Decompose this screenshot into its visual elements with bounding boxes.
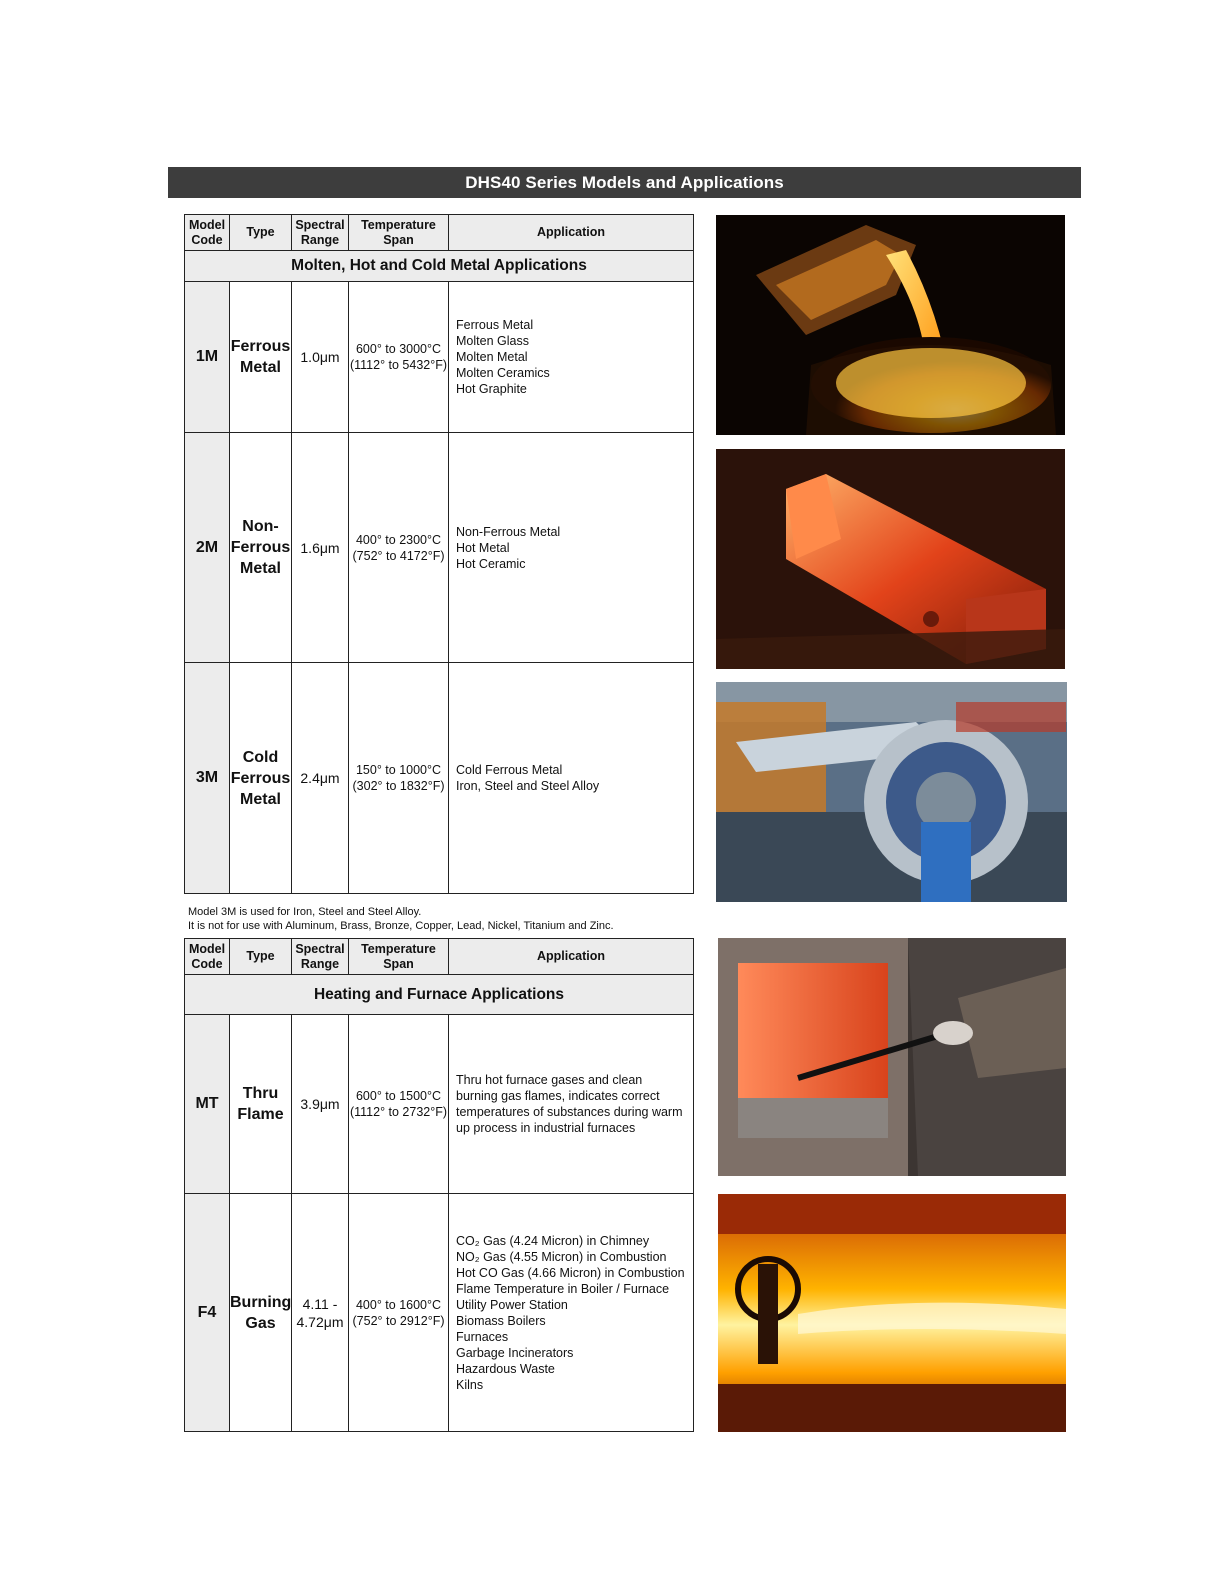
- application-item: up process in industrial furnaces: [456, 1121, 636, 1135]
- table-metal-applications: [184, 214, 694, 894]
- photo-burning-furnace: [718, 1194, 1066, 1432]
- note-line: Model 3M is used for Iron, Steel and Steel Alloy.: [188, 906, 422, 918]
- spectral-range: 2.4μm: [292, 663, 349, 894]
- application-item: Non-Ferrous Metal: [456, 524, 561, 539]
- model-type-text: Cold Ferrous Metal: [230, 748, 291, 808]
- temperature-span: [349, 663, 449, 894]
- header-spectral-range: [292, 939, 349, 975]
- model-type: [230, 282, 292, 433]
- photo-steel-coil: [716, 682, 1067, 902]
- section-title: Molten, Hot and Cold Metal Applications: [185, 251, 694, 282]
- application-list: [449, 1194, 694, 1432]
- header-model-code-text: Model Code: [188, 217, 226, 247]
- model-type: [230, 433, 292, 663]
- model-code: 2M: [185, 433, 230, 663]
- application-item: Molten Metal: [456, 350, 528, 364]
- photo-furnace-measurement-art: [718, 938, 1066, 1176]
- header-temperature-span-text: Temperature Span: [361, 941, 436, 971]
- temperature-span: [349, 282, 449, 433]
- model-type-text: Ferrous Metal: [230, 338, 291, 376]
- header-application: Application: [449, 939, 694, 975]
- spectral-range: 1.0μm: [292, 282, 349, 433]
- application-item: Utility Power Station: [456, 1297, 568, 1312]
- application-item: NO₂ Gas (4.55 Micron) in Combustion: [456, 1249, 667, 1264]
- model-type: [230, 1015, 292, 1194]
- header-temperature-span: [349, 939, 449, 975]
- photo-molten-metal-pour-art: [716, 215, 1065, 435]
- photo-hot-ingot: [716, 449, 1065, 669]
- temperature-span-text: 600° to 1500°C (1112° to 2732°F): [349, 1089, 448, 1119]
- table-row: [185, 1194, 694, 1432]
- photo-furnace-measurement: [718, 938, 1066, 1176]
- application-list: [449, 282, 694, 433]
- model-type: [230, 1194, 292, 1432]
- table-row: [185, 282, 694, 433]
- photo-molten-metal-pour: [716, 215, 1065, 435]
- header-spectral-range: [292, 215, 349, 251]
- header-model-code: [185, 215, 230, 251]
- application-item: Ferrous Metal: [456, 318, 534, 332]
- model-code: MT: [185, 1015, 230, 1194]
- photo-steel-coil-art: [716, 682, 1067, 902]
- application-item: burning gas flames, indicates correct: [456, 1089, 660, 1103]
- application-list: [449, 1015, 694, 1194]
- application-item: Iron, Steel and Steel Alloy: [456, 779, 600, 793]
- temperature-span-text: 400° to 2300°C (752° to 4172°F): [352, 532, 445, 563]
- header-temperature-span: [349, 215, 449, 251]
- application-item: Garbage Incinerators: [456, 1345, 574, 1360]
- application-item: Hot Ceramic: [456, 556, 526, 571]
- header-application: Application: [449, 215, 694, 251]
- photo-burning-furnace-art: [718, 1194, 1066, 1432]
- model-type: [230, 663, 292, 894]
- header-model-code: [185, 939, 230, 975]
- header-spectral-range-text: Spectral Range: [295, 217, 345, 247]
- header-temperature-span-text: Temperature Span: [361, 217, 436, 247]
- photo-hot-ingot-art: [716, 449, 1065, 669]
- application-item: Biomass Boilers: [456, 1313, 546, 1328]
- model-type-text: Burning Gas: [230, 1293, 292, 1332]
- section-title: Heating and Furnace Applications: [185, 975, 694, 1015]
- application-item: Hazardous Waste: [456, 1361, 555, 1376]
- table-row: [185, 433, 694, 663]
- application-item: CO₂ Gas (4.24 Micron) in Chimney: [456, 1233, 650, 1248]
- table-row: [185, 1015, 694, 1194]
- page-title: DHS40 Series Models and Applications: [168, 167, 1081, 198]
- header-model-code-text: Model Code: [188, 941, 226, 971]
- spectral-range-text: 4.11 - 4.72μm: [296, 1295, 344, 1330]
- model-3m-note: [188, 905, 614, 933]
- application-item: Cold Ferrous Metal: [456, 763, 563, 777]
- header-type: Type: [230, 939, 292, 975]
- spectral-range: 1.6μm: [292, 433, 349, 663]
- application-item: Molten Glass: [456, 334, 529, 348]
- application-item: Hot Metal: [456, 540, 510, 555]
- note-line: It is not for use with Aluminum, Brass, Bronze, Copper, Lead, Nickel, Titanium and Zinc.: [188, 920, 614, 932]
- temperature-span-text: 150° to 1000°C (302° to 1832°F): [352, 763, 445, 793]
- header-spectral-range-text: Spectral Range: [295, 941, 345, 971]
- model-code: 3M: [185, 663, 230, 894]
- temperature-span: [349, 1194, 449, 1432]
- spectral-range: [292, 1194, 349, 1432]
- application-list: [449, 433, 694, 663]
- application-item: Thru hot furnace gases and clean: [456, 1073, 643, 1087]
- application-item: Furnaces: [456, 1329, 509, 1344]
- header-type: Type: [230, 215, 292, 251]
- model-type-text: Non- Ferrous Metal: [230, 518, 291, 577]
- temperature-span: [349, 1015, 449, 1194]
- temperature-span-text: 400° to 1600°C (752° to 2912°F): [352, 1297, 445, 1328]
- application-list: [449, 663, 694, 894]
- application-item: Hot CO Gas (4.66 Micron) in Combustion: [456, 1265, 685, 1280]
- model-code: F4: [185, 1194, 230, 1432]
- application-item: Kilns: [456, 1377, 484, 1392]
- temperature-span-text: 600° to 3000°C (1112° to 5432°F): [349, 342, 448, 372]
- application-item: temperatures of substances during warm: [456, 1105, 683, 1119]
- temperature-span: [349, 433, 449, 663]
- model-type-text: Thru Flame: [237, 1085, 284, 1123]
- spectral-range: 3.9μm: [292, 1015, 349, 1194]
- table-row: [185, 663, 694, 894]
- model-code: 1M: [185, 282, 230, 433]
- application-item: Flame Temperature in Boiler / Furnace: [456, 1281, 670, 1296]
- application-item: Hot Graphite: [456, 382, 527, 396]
- table-furnace-applications: [184, 938, 694, 1432]
- application-item: Molten Ceramics: [456, 366, 550, 380]
